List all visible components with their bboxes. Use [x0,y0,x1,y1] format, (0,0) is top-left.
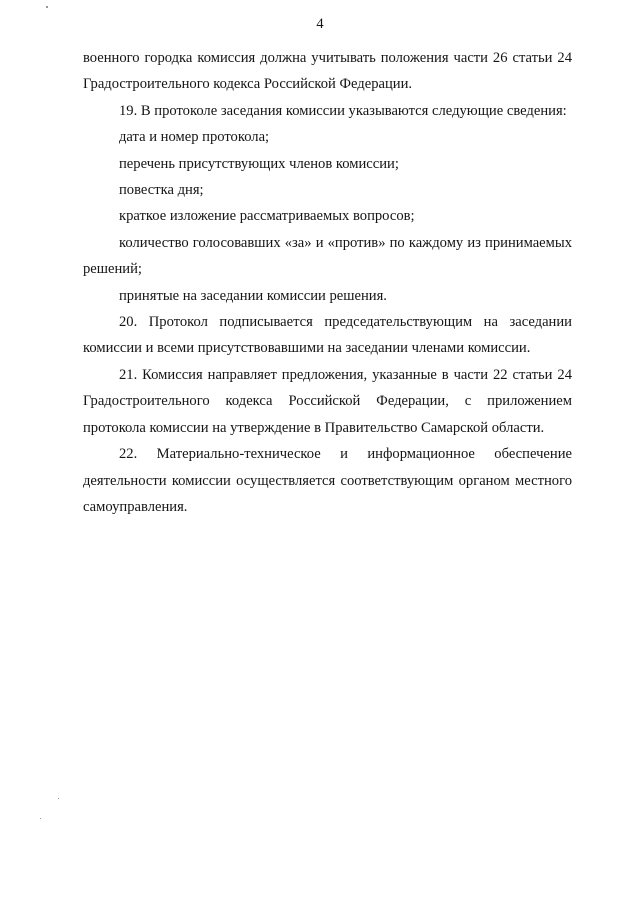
continuation-paragraph: военного городка комиссия должна учитывать положения части 26 статьи 24 Градостроительного кодекса Российской Федерации. [83,50,572,93]
clause-19-item-votes: количество голосовавших «за» и «против» по каждому из принимаемых решений; [83,234,572,278]
clause-21: 21. Комиссия направляет предложения, указанные в части 22 статьи 24 Градостроительного кодекса Российской Федерации, с приложением протокола комиссии на утверждение в Правительство Самарской области. [83,366,572,436]
scan-artifact-mark [46,6,48,8]
clause-19-item-date: дата и номер протокола; [119,129,270,146]
document-body [83,45,572,520]
page-number: 4 [316,16,324,32]
clause-19-item-summary: краткое изложение рассматриваемых вопросов; [119,208,415,225]
clause-20: 20. Протокол подписывается председательствующим на заседании комиссии и всеми присутствовавшими на заседании членами комиссии. [83,314,572,357]
clause-19-item-decisions: принятые на заседании комиссии решения. [119,287,387,304]
scan-artifact-mark [58,798,59,799]
clause-19-intro: 19. В протоколе заседания комиссии указываются следующие сведения: [119,102,567,119]
clause-19-item-members: перечень присутствующих членов комиссии; [119,155,399,172]
scan-artifact-mark [40,818,41,819]
clause-19-item-agenda: повестка дня; [119,182,204,199]
clause-22: 22. Материально-техническое и информационное обеспечение деятельности комиссии осуществляется соответствующим органом местного самоуправления. [83,446,572,515]
